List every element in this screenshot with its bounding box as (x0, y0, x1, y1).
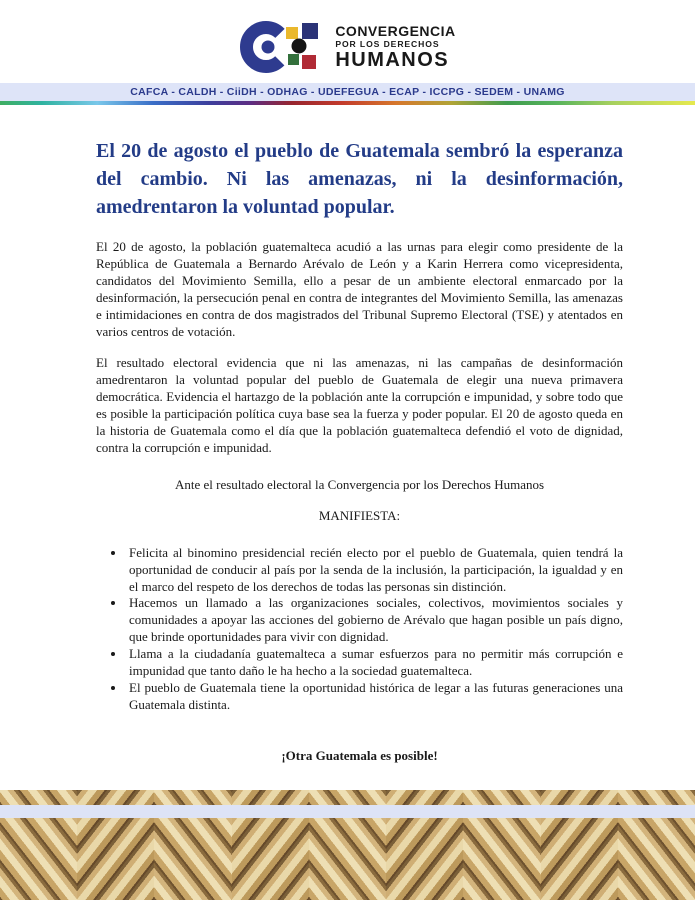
weave-column (618, 818, 695, 900)
list-item: • Llama a la ciudadanía guatemalteca a sumar esfuerzos para no permitir más corrupción e impunidad que tanto daño le ha hecho a la sociedad guatemalteca. (126, 646, 623, 680)
weave-column (541, 818, 618, 900)
weave-column (309, 790, 386, 805)
weave-texture-strip-main (0, 818, 695, 900)
weave-texture-strip-top (0, 790, 695, 805)
weave-column (309, 818, 386, 900)
weave-column (0, 790, 77, 805)
document-content (0, 105, 695, 814)
weave-column (77, 790, 154, 805)
weave-column (541, 790, 618, 805)
logo-line-humanos: HUMANOS (335, 48, 450, 71)
member-organizations-bar (0, 83, 695, 101)
weave-column (232, 790, 309, 805)
weave-column (463, 818, 540, 900)
list-item: • Hacemos un llamado a las organizaciones sociales, colectivos, movimientos sociales y comunidades a apoyar las acciones del gobierno de Arévalo que hagan posible un país digno, que brinde oportunidades para vivir con dignidad. (126, 595, 623, 646)
weave-column (154, 790, 231, 805)
logo-line-por-los-derechos: POR LOS DERECHOS (335, 39, 440, 50)
footer-divider-bar (0, 805, 695, 818)
statement-title: El 20 de agosto el pueblo de Guatemala sembró la esperanza del cambio. Ni las amenazas, ni la desinformación, amedrentaron la voluntad popular. (96, 140, 623, 218)
paragraph-electoral-result: El resultado electoral evidencia que ni las amenazas, ni las campañas de desinformación amedrentaron la voluntad popular del pueblo de Guatemala de elegir una nueva primavera democrática. Evidencia el hartazgo de la población ante la corrupción e impunidad, y sobre todo que es posible la participación política cuya base sea la fuerza y poder popular. El 20 de agosto queda en la historia de Guatemala como el día que la población guatemalteca defendió el voto de dignidad, contra la corrupción e impunidad. (96, 355, 623, 455)
list-item: • El pueblo de Guatemala tiene la oportunidad histórica de legar a las futuras generaciones una Guatemala distinta. (126, 680, 623, 714)
member-organizations-text: CAFCA - CALDH - CiiDH - ODHAG - UDEFEGUA - ECAP - ICCPG - SEDEM - UNAMG (130, 86, 565, 98)
weave-column (618, 790, 695, 805)
weave-column (0, 818, 77, 900)
weave-column (386, 790, 463, 805)
intro-line: Ante el resultado electoral la Convergencia por los Derechos Humanos (174, 476, 545, 492)
header-logo (0, 18, 695, 76)
logo-line-convergencia: CONVERGENCIA (335, 23, 456, 40)
list-item: • Felicita al binomino presidencial recién electo por el pueblo de Guatemala, quien tendrá la oportunidad de conducir al país por la senda de la inclusión, la participación, la igualdad y en el marco del respeto de los derechos de todas las personas sin distinción. (126, 545, 623, 596)
manifest-bullet-list (96, 545, 623, 714)
paragraph-election-context: El 20 de agosto, la población guatemalteca acudió a las urnas para elegir como presidente de la República de Guatemala a Bernardo Arévalo de León y a Karin Herrera como vicepresidenta, candidatos del Movimiento Semilla, ello a pesar de un ambiente electoral enmarcado por la desinformación, la persecución penal en contra de integrantes del Movimiento Semilla, las amenazas e intimidaciones en contra de dos magistrados del Tribunal Supremo Electoral (TSE) y atentados en varios centros de votación. (96, 239, 623, 339)
weave-column (77, 818, 154, 900)
weave-column (154, 818, 231, 900)
logo-wordmark (335, 24, 455, 70)
weave-column (232, 818, 309, 900)
convergencia-logo-icon (239, 18, 325, 76)
closing-slogan: ¡Otra Guatemala es posible! (281, 747, 438, 763)
footer-weave-photo (0, 790, 695, 900)
weave-column (463, 790, 540, 805)
manifiesta-heading: MANIFIESTA: (318, 507, 401, 523)
weave-column (386, 818, 463, 900)
